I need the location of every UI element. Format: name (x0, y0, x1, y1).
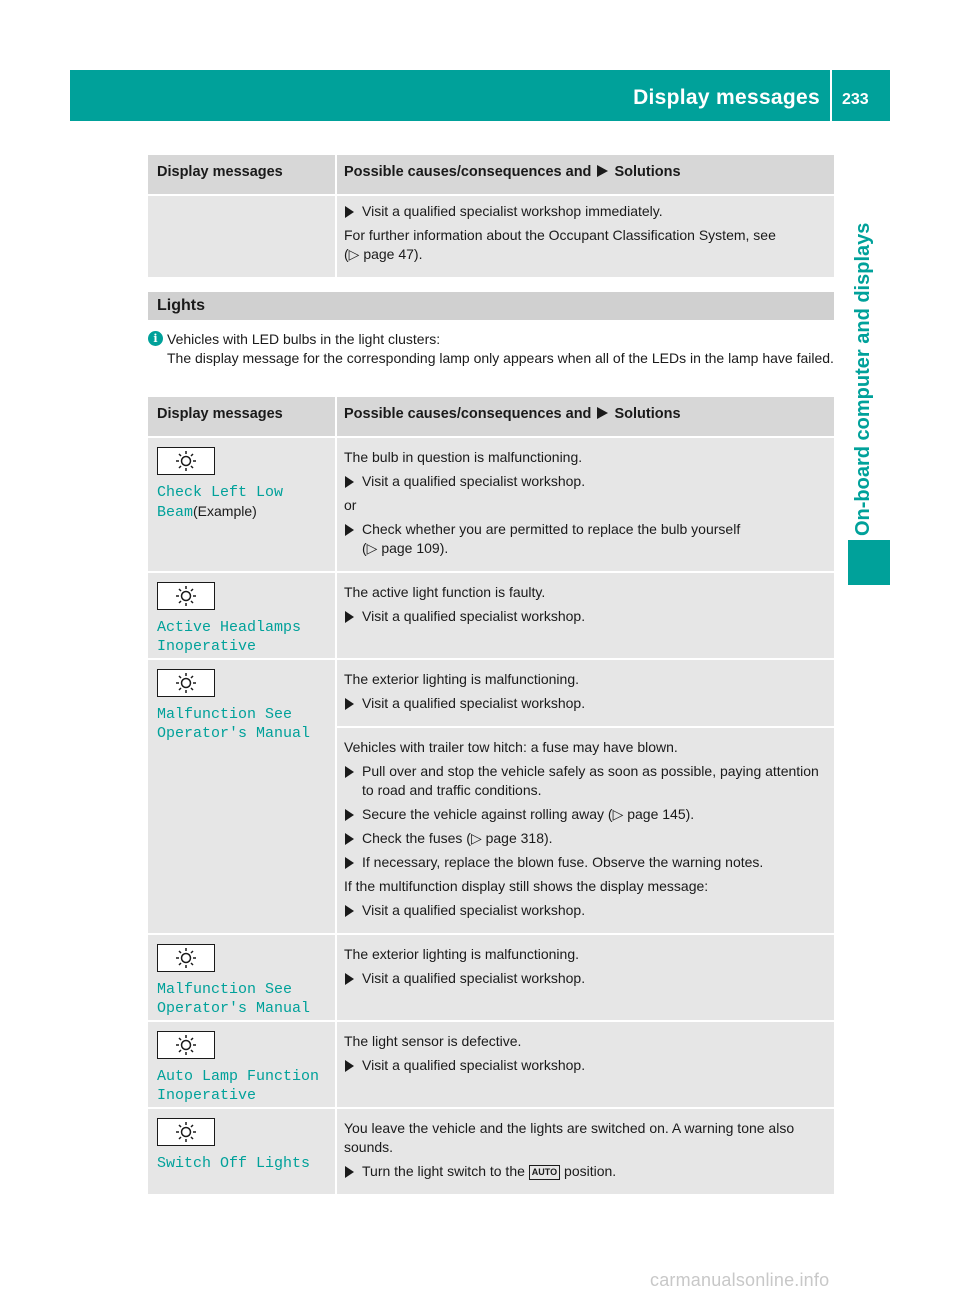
lamp-icon (157, 447, 215, 475)
table-header-row (148, 155, 834, 195)
display-message-text: Switch Off Lights (157, 1155, 311, 1172)
table-row: Active Headlamps Inoperative The active light function is faulty. Visit a qualified specialist workshop. (148, 572, 834, 659)
display-message-text: Active Headlamps (157, 619, 302, 636)
instruction-bullet: Visit a qualified specialist workshop immediately. (344, 202, 828, 221)
display-message-cell (148, 934, 336, 1021)
display-message-cell (148, 659, 336, 934)
side-tab-marker (848, 540, 890, 585)
display-message-text: Check Left Low (157, 484, 284, 501)
display-message-text: Inoperative (157, 638, 257, 655)
watermark: carmanualsonline.info (650, 1270, 830, 1290)
instruction-bullet: Secure the vehicle against rolling away (▷ page 145). (344, 805, 828, 824)
display-message-text: Malfunction See (157, 981, 293, 998)
display-messages-table-1 (148, 155, 834, 277)
column-header-display-messages: Display messages (148, 155, 336, 195)
lamp-icon (157, 944, 215, 972)
display-messages-table-2 (148, 397, 834, 1194)
display-message-text: Operator's Manual (157, 725, 311, 742)
lamp-icon (157, 1031, 215, 1059)
auto-switch-icon: AUTO (529, 1165, 560, 1180)
instruction-bullet: Visit a qualified specialist workshop. (344, 694, 828, 713)
lamp-icon (157, 582, 215, 610)
instruction-bullet: Pull over and stop the vehicle safely as soon as possible, paying attention to road and traffic conditions. (344, 762, 828, 800)
table-row: Auto Lamp Function Inoperative The light sensor is defective. Visit a qualified specialist workshop. (148, 1021, 834, 1108)
info-icon: i (148, 331, 163, 346)
play-arrow-icon (597, 165, 608, 177)
instruction-bullet: Check whether you are permitted to replace the bulb yourself (▷ page 109). (344, 520, 828, 558)
instruction-bullet: Visit a qualified specialist workshop. (344, 901, 828, 920)
column-header-display-messages: Display messages (148, 397, 336, 437)
column-header-causes: Possible causes/consequences and Solutions (336, 397, 834, 437)
page-header-title: Display messages (633, 86, 820, 109)
display-message-cell: Check Left Low Beam(Example) (148, 437, 336, 572)
column-header-causes: Possible causes/consequences and Solutions (336, 155, 834, 195)
reference-text: For further information about the Occupant Classification System, see (▷ page 47). (344, 227, 776, 262)
header-divider (830, 70, 832, 121)
display-message-text: Auto Lamp Function (157, 1068, 320, 1085)
table-row (148, 195, 834, 277)
display-message-text: Malfunction See (157, 706, 293, 723)
instruction-bullet: Visit a qualified specialist workshop. (344, 607, 828, 626)
lamp-icon (157, 1118, 215, 1146)
play-arrow-icon (597, 407, 608, 419)
table-row: Malfunction See Operator's Manual The exterior lighting is malfunctioning. Visit a qualified specialist workshop. (148, 934, 834, 1021)
display-message-cell (148, 572, 336, 659)
table-header-row (148, 397, 834, 437)
section-bar (148, 292, 834, 320)
lamp-icon (157, 669, 215, 697)
instruction-bullet: Check the fuses (▷ page 318). (344, 829, 828, 848)
page-number: 233 (842, 91, 869, 108)
side-tab-label: On-board computer and displays (852, 222, 874, 536)
table-row: Switch Off Lights You leave the vehicle and the lights are switched on. A warning tone also sounds. Turn the light switch to the AUTO position. (148, 1108, 834, 1194)
instruction-bullet: Visit a qualified specialist workshop. (344, 1056, 828, 1075)
display-message-text: Operator's Manual (157, 1000, 311, 1017)
section-title-lights: Lights (157, 297, 205, 314)
instruction-bullet: If necessary, replace the blown fuse. Observe the warning notes. (344, 853, 828, 872)
instruction-bullet: Visit a qualified specialist workshop. (344, 969, 828, 988)
table-row: Vehicles with trailer tow hitch: a fuse may have blown. Pull over and stop the vehicle safely as soon as possible, paying attention to road and traffic conditions. Secure the vehicle against rolling away (▷ page 145). Check the fuses (▷ page 318). If necessary, replace the blown fuse. Observe the warning notes. If the multifunction display still shows the display message: Visit a qualified specialist workshop. (148, 727, 834, 934)
display-message-cell (148, 1021, 336, 1108)
instruction-bullet: Visit a qualified specialist workshop. (344, 472, 828, 491)
display-message-cell (148, 1108, 336, 1194)
instruction-bullet: Turn the light switch to the AUTO position. (344, 1162, 828, 1181)
info-note: Vehicles with LED bulbs in the light clusters: The display message for the corresponding lamp only appears when all of the LEDs in the lamp have failed. (167, 331, 834, 366)
display-message-text: Inoperative (157, 1087, 257, 1104)
table-row: Malfunction See Operator's Manual The exterior lighting is malfunctioning. Visit a qualified specialist workshop. (148, 659, 834, 727)
table-row: Check Left Low Beam(Example) The bulb in question is malfunctioning. Visit a qualified specialist workshop. or Check whether you are permitted to replace the bulb yourself (▷ page 109). (148, 437, 834, 572)
